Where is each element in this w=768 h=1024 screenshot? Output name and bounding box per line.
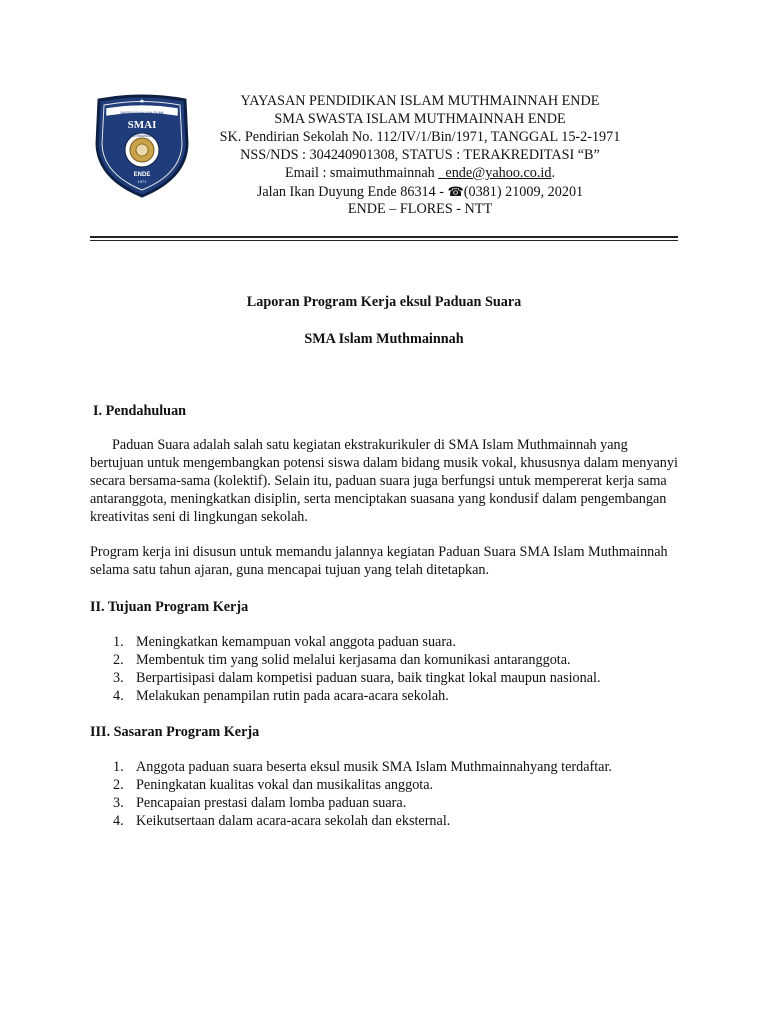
sasaran-list [90,759,690,831]
list-number: 1. [113,759,124,775]
list-item-text: Meningkatkan kemampuan vokal anggota paduan suara. [136,634,456,650]
region-line: ENDE – FLORES - NTT [347,201,493,218]
list-number: 2. [113,651,124,668]
letterhead-divider-thin [90,240,678,241]
list-item-text: Melakukan penampilan rutin pada acara-acara sekolah. [136,687,449,704]
list-item [90,795,690,813]
email-label: Email : smaimuthmainnah [285,164,435,181]
list-item [90,813,690,831]
list-item [90,759,690,777]
list-item-text: Berpartisipasi dalam kompetisi paduan suara, baik tingkat lokal maupun nasional. [136,669,601,686]
intro-paragraph-1 [90,437,680,527]
logo-star-icon: ★ [139,99,145,105]
list-item [90,777,690,795]
intro-paragraph-1-text: Paduan Suara adalah salah satu kegiatan ekstrakurikuler di SMA Islam Muthmainnah yang bertujuan untuk mengembangkan potensi siswa dalam bidang musik vokal, khususnya dalam menyanyi secara bersama-sama (kolektif). Selain itu, paduan suara juga berfungsi untuk mempererat kerja sama antaranggota, meningkatkan disiplin, serta menciptakan suasana yang kondusif dalam pengembangan kreativitas seni di lingkungan sekolah. [90,437,678,525]
list-item-text: Peningkatan kualitas vokal dan musikalitas anggota. [136,776,434,793]
section-heading-sasaran: III. Sasaran Program Kerja [90,724,260,740]
list-item [90,670,690,688]
email-line [190,165,650,183]
address-line [190,183,650,202]
logo-school-abbr: SMAI [127,119,157,131]
phone: (0381) 21009, 20201 [463,183,584,200]
logo-year: 1971 [137,179,147,184]
list-number: 4. [113,687,124,704]
list-item [90,652,690,670]
list-item-text: Keikutsertaan dalam acara-acara sekolah dan eksternal. [136,812,451,829]
logo-ribbon-text: MADRASAH ALIYAH ISLAM [120,111,164,115]
school-registration: NSS/NDS : 304240901308, STATUS : TERAKREDITASI “B” [240,146,600,163]
email-link[interactable]: _ende@yahoo.co.id [438,164,552,181]
logo-city: ENDE [133,172,151,178]
logo-emblem-center [136,144,148,156]
document-subtitle: SMA Islam Muthmainnah [304,331,464,347]
school-name: SMA SWASTA ISLAM MUTHMAINNAH ENDE [274,110,566,127]
list-number: 1. [113,634,124,650]
phone-icon: ☎ [447,183,464,199]
list-item [90,688,690,706]
letterhead [190,93,650,219]
founding-decree: SK. Pendirian Sekolah No. 112/IV/1/Bin/1971, TANGGAL 15-2-1971 [219,128,621,145]
list-item-text: Pencapaian prestasi dalam lomba paduan suara. [136,794,407,811]
email-end: . [551,164,555,181]
address: Jalan Ikan Duyung Ende 86314 - [256,183,448,200]
list-item-text: Membentuk tim yang solid melalui kerjasama dan komunikasi antaranggota. [136,651,571,668]
school-logo [93,92,191,198]
list-number: 3. [113,794,124,811]
list-number: 3. [113,669,124,686]
tujuan-list [90,634,690,706]
logo-emblem-text: MUTHMAINNAH [130,134,154,138]
letterhead-divider-thick [90,236,678,238]
section-heading-pendahuluan: I. Pendahuluan [93,403,187,419]
document-title: Laporan Program Kerja eksul Paduan Suara [246,294,522,310]
foundation-name: YAYASAN PENDIDIKAN ISLAM MUTHMAINNAH ENDE [240,93,600,109]
list-item-text: Anggota paduan suara beserta eksul musik SMA Islam Muthmainnahyang terdaftar. [136,759,612,775]
intro-paragraph-2: Program kerja ini disusun untuk memandu jalannya kegiatan Paduan Suara SMA Islam Muthmainnah selama satu tahun ajaran, guna mencapai tujuan yang telah ditetapkan. [90,544,668,578]
list-number: 4. [113,812,124,829]
section-heading-tujuan: II. Tujuan Program Kerja [90,599,249,615]
list-item [90,634,690,652]
list-number: 2. [113,776,124,793]
